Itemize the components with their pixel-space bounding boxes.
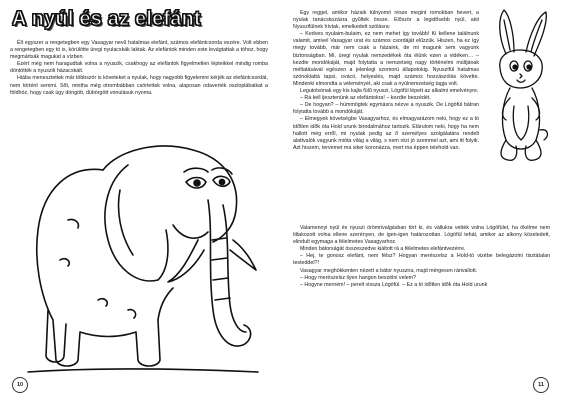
paragraph: Legutolsónak egy kis kajla fülű nyuszi, Lógófül lépett az alkalmi emelvényre. <box>300 88 479 95</box>
rabbit-illustration <box>484 6 558 182</box>
paragraph: Vasagyar meghökkenten nézett a bátor nyuszira, majd mérgesen rárivallott. <box>300 267 478 274</box>
right-body-text-top <box>293 10 479 152</box>
paragraph: – Elmegyek követségbe Vasagyarhoz, és elmagyarázom neki, hogy ez a tó időtlen idők óta Hold urunk birodalmához tartozik. Elárulom neki, hogy ha nem hallott még erről, mi nyulak pedig az ő személyes szolgálatára rendelt alattvalók vagyunk mióta világ a világ, s nem rézi jó szemmel azt, ami itt folyik. Azt hiszem, tervemet ma siker koronázza, mert ma éppen telehold van. <box>293 116 479 151</box>
page-number: 10 <box>12 377 28 393</box>
paragraph: – De hogyan? – hümmögtek egymásra nézve a nyuszik. De Lógófül bátran folytatta tovább a mondókáját. <box>293 102 479 116</box>
page-number: 11 <box>533 377 549 393</box>
paragraph: – Hogy merészelsz ilyen hangon beszélni velem? <box>300 274 417 281</box>
paragraph: – Hogyne merném! – perelt vissza Lógófül. – Ez a tó időtlen idők óta Hold urunk <box>300 281 488 288</box>
paragraph: Minden bátorságát összeszedve kiáltott rá a félelmetes elefántvezérre. <box>300 246 466 253</box>
paragraph: Élt egyszer a rengetegben egy Vasagyar nevű hatalmas elefánt, számos elefántcsorda vezére. Volt ebben a rengetegben egy tó is, körülötte üregi nyulacskák laktak. Az elefántok minden este levágtattak a tóhoz, hogy megmártsák magukat a vízben. <box>10 40 268 61</box>
paragraph: Valamennyi nyúl és nyuszi örömrivalgásban tört ki, és vállukra vették volna Lógófület, ha ökélme nem tiltakozott volna ellene szerényen, de igen-igen határozottan. Lógófül tehát, amikor az alkony közeledett, elindult egymaga a félelmetes Vasagyarhoz. <box>293 225 550 246</box>
story-title: A nyúl és az elefánt <box>12 8 201 30</box>
paragraph: Hiába menesztettek már többször is követeket a nyulak, hogy nagyobb figyelemre kérjék az elefántcsordát, nem történt semmi. Sőt, mintha még otrombábban csörtettek volna, alaposan odaverték oszloplábaikat a földhöz, hogy csak úgy döngött, dübörgött vonulásuk nyoma. <box>10 75 268 96</box>
right-page <box>281 0 562 400</box>
paragraph: – Rá kell ijesztenünk az elefántokra! – kezdte beszédét. <box>300 95 431 102</box>
elephant-illustration <box>8 110 270 380</box>
paragraph: Ezért még nem haragudtak volna a nyuszik, csakhogy az elefántok figyelmetlen lépteikkel mindig romba döntötték a nyuszik házacskáit. <box>10 61 268 75</box>
left-body-text <box>10 40 268 97</box>
paragraph: – Kedves nyulaim-bulaim, ez nem mehet így tovább! Ki kellene találnunk valamit, amivel Vasagyar urat és számos csordáját elűzzük. Hiszen, ha ez így megy tovább, már nem csak a házaink, de mi magunk sem vagyunk biztonságban. Mi, üregi nyulak nemzedékek óta élünk ezen a vidéken… – kezdte mondókáját, majd folytatta a nemzetség nagy történelmi múltjának méltatásával egészen a jelenlegi szomorú állapotokig. Nyuszifül hatalmas szónoklattá tapsi, ovácó, helyeslés, majd számos hozzászólás követte. Mindenki elmondta a véleményét, aki csak a nyúlnemzetség tagja volt. <box>293 31 479 87</box>
paragraph: – Hej, te gonosz elefánt, nem félsz? Hogyan merészelsz a Hold-tó vizébe belegázolni tisztátalan testeddel?! <box>293 253 550 267</box>
right-body-text-bottom <box>293 225 550 289</box>
paragraph: Egy reggel, amikor házaik túlnyomó része megint romokban hevert, a nyulak tanácskozásra gyűltek össze. Először a legidősebb nyúl, akit Nyuszifülnek hívtak, emelkedett szólásra: <box>293 10 479 31</box>
